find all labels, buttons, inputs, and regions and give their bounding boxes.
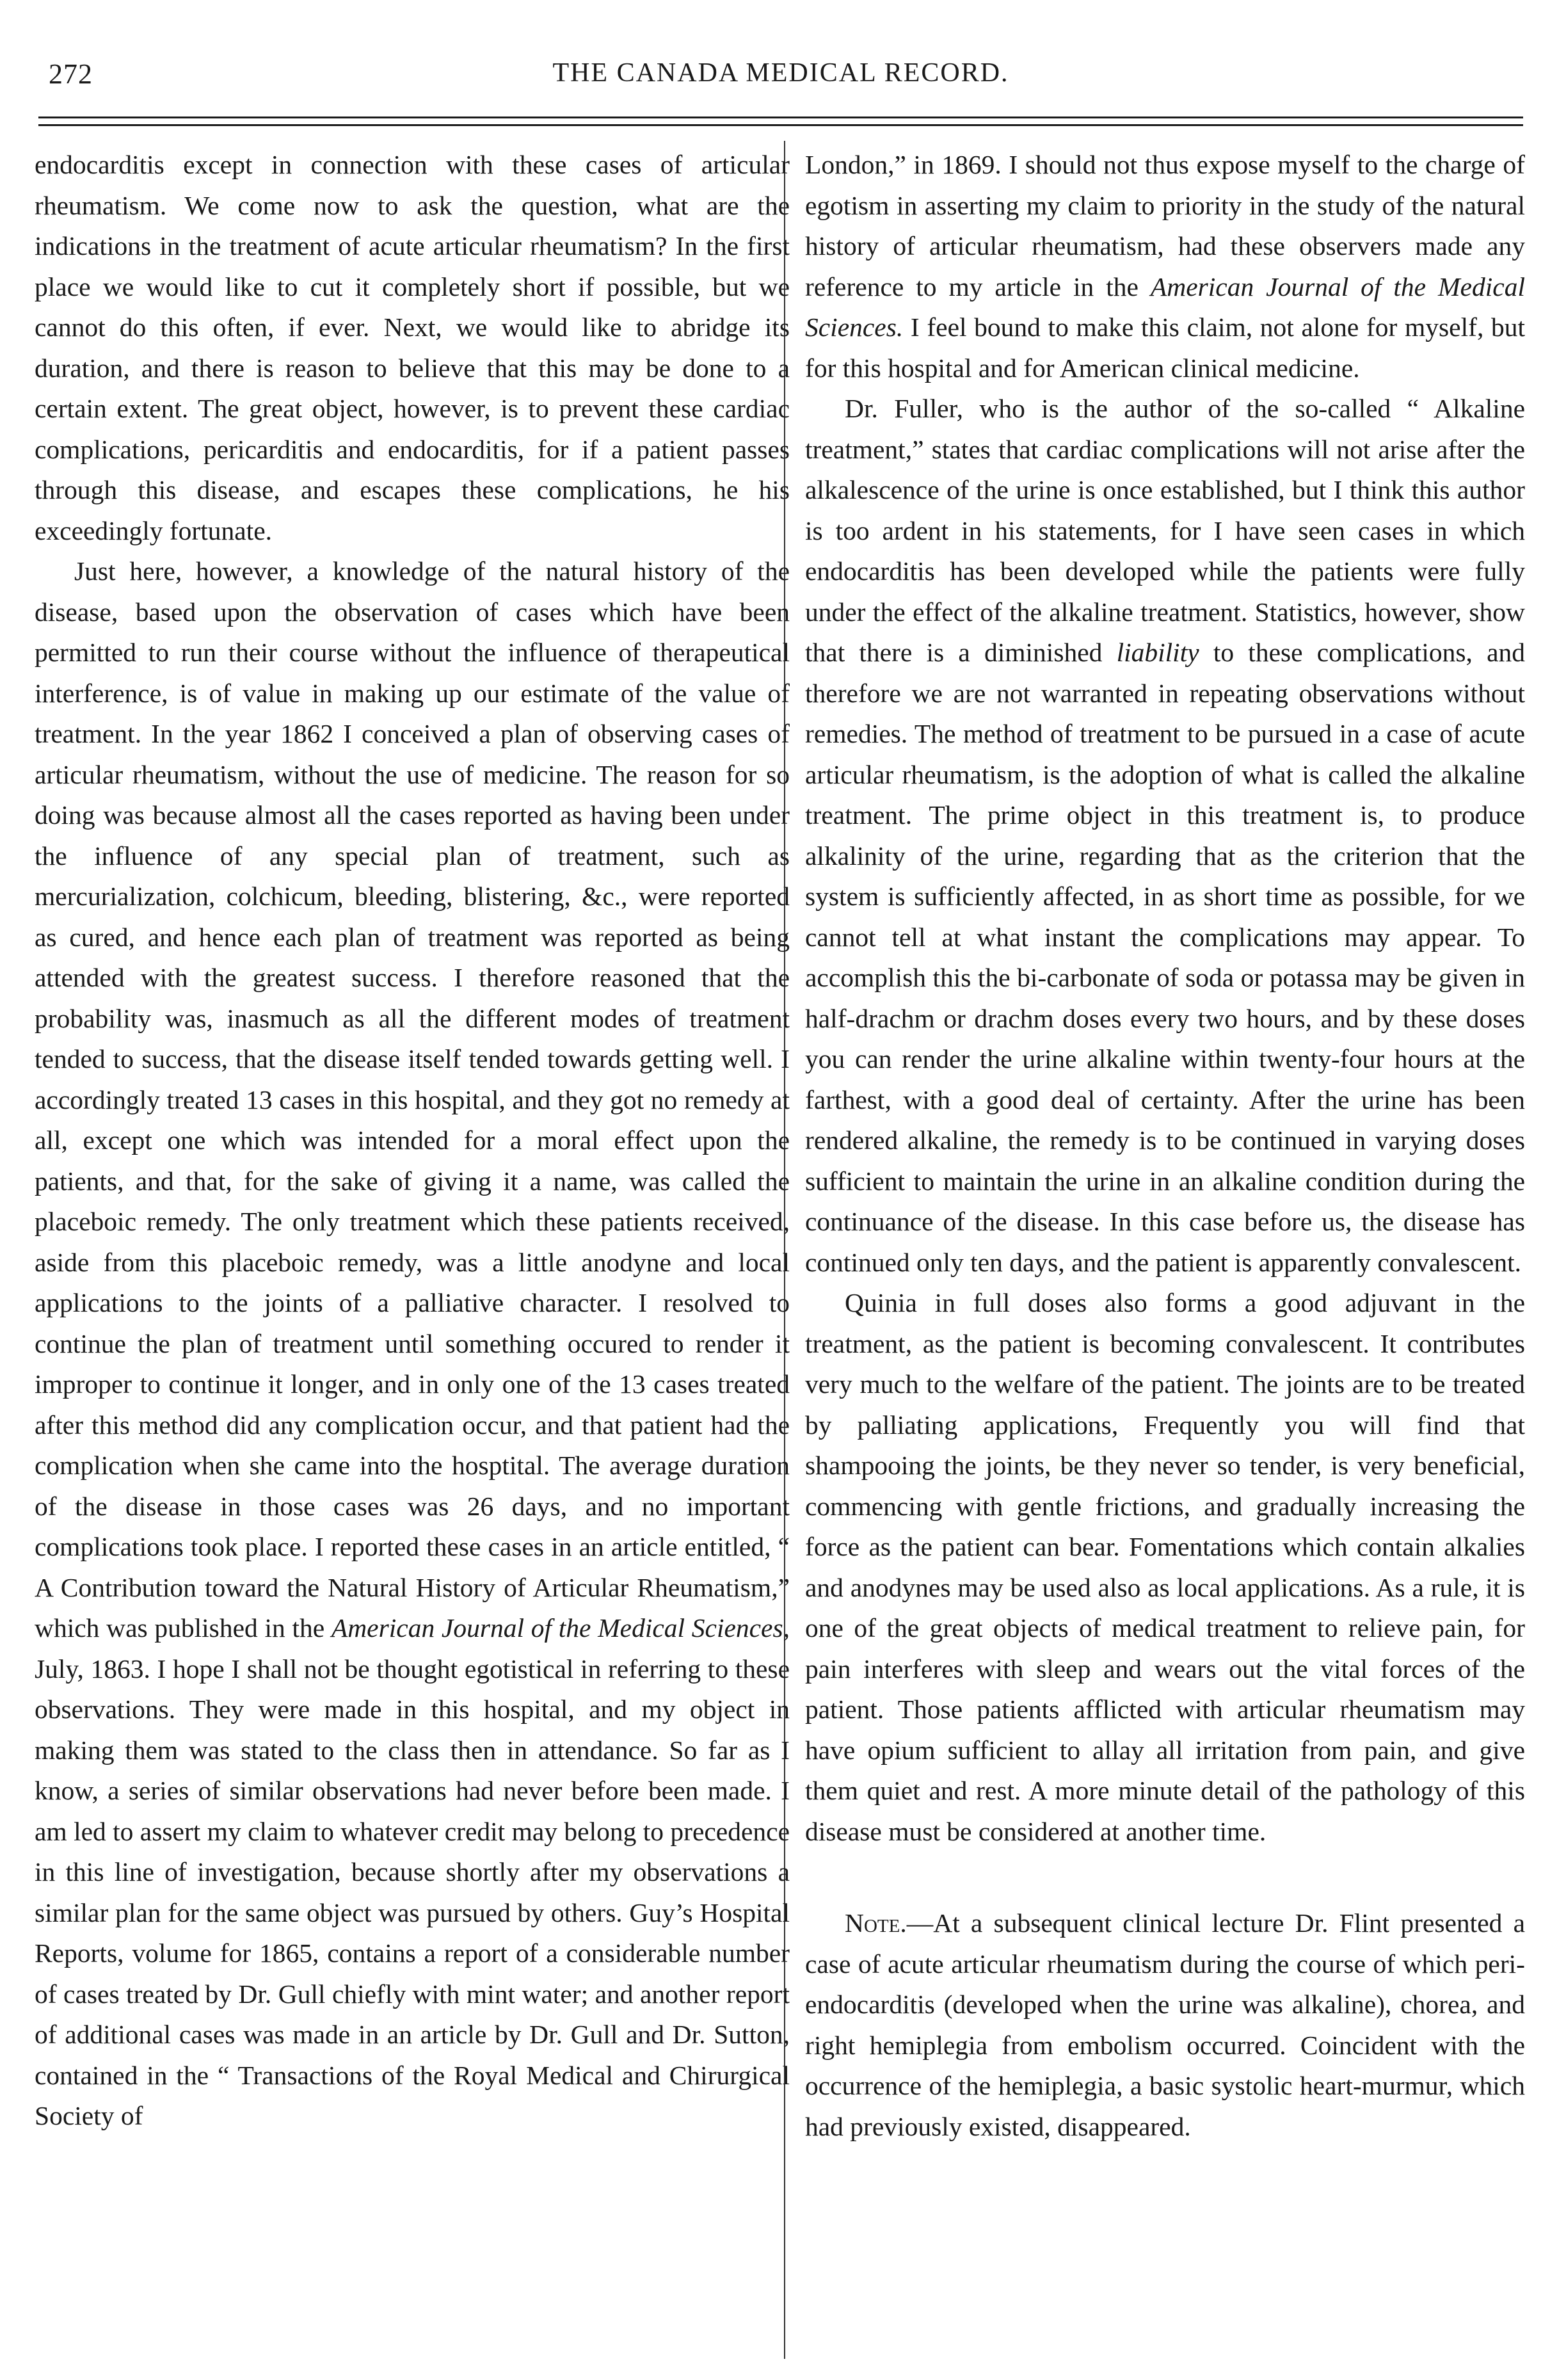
header-rule-top — [38, 117, 1523, 118]
paragraph-text: endocarditis except in connection with these cases of articular rheumatism. We come now to ask the question, what are the indications in the treatment of acute articular rheumatism? In the first place we would like to cut it completely short if possible, but we cannot do this often, if ever. Next, we would like to abridge its duration, and there is reason to believe that this may be done to a certain extent. The great object, however, is to prevent these cardiac complications, pericarditis and endocarditis, for if a patient passes through this disease, and escapes these complications, he his exceedingly fortunate. — [35, 150, 790, 545]
paragraph-text: to these complications, and therefore we are not warranted in repeating observations without remedies. The method of treatment to be pursued in a case of acute articular rheumatism, is the adoption of what is called the alkaline treatment. The prime object in this treatment is, to produce alkalinity of the urine, regarding that as the criterion that the system is sufficiently affected, in as short time as possible, for we cannot tell at what instant the complications may appear. To accomplish this the bi-carbonate of soda or potassa may be given in half-drachm or drachm doses every two hours, and by these doses you can render the urine alkaline within twenty-four hours at the farthest, with a good deal of certainty. After the urine has been rendered alkaline, the remedy is to be continued in varying doses sufficient to maintain the urine in an alkaline condition during the continuance of the disease. In this case before us, the disease has continued only ten days, and the patient is apparently convalescent. — [805, 638, 1526, 1277]
left-column — [35, 145, 790, 2137]
note-text: —At a subsequent clinical lecture Dr. Flint presented a case of acute articular rheumatism during the course of which peri-endocarditis (developed when the urine was alkaline), chorea, and right hemiplegia from embolism occurred. Coincident with the occurrence of the hemiplegia, a basic systolic heart-murmur, which had previously existed, disappeared. — [805, 1908, 1525, 2141]
note-paragraph — [805, 1903, 1525, 2147]
note-label: Note. — [845, 1908, 907, 1938]
right-column — [805, 145, 1525, 2147]
header-rule-bottom — [38, 124, 1523, 126]
paragraph — [805, 389, 1525, 1283]
paragraph-text: I feel bound to make this claim, not alone for myself, but for this hospital and for American clinical medicine. — [805, 312, 1525, 383]
journal-title: THE CANADA MEDICAL RECORD. — [552, 58, 1009, 88]
page-number: 272 — [49, 58, 93, 90]
paragraph — [35, 145, 790, 551]
italic-word: liability — [1116, 638, 1199, 667]
paragraph — [805, 1283, 1525, 1852]
paragraph-text: Quinia in full doses also forms a good adjuvant in the treatment, as the patient is becoming convalescent. It contributes very much to the welfare of the patient. The joints are to be treated by palliating applications, Frequently you will find that shampooing the joints, be they never so tender, is very beneficial, commencing with gentle frictions, and gradually increasing the force as the patient can bear. Fomentations which contain alkalies and anodynes may be used also as local applications. As a rule, it is one of the great objects of medical treatment to relieve pain, for pain interferes with sleep and wears out the vital forces of the patient. Those patients afflicted with articular rheumatism may have opium sufficient to allay all irritation from pain, and give them quiet and rest. A more minute detail of the pathology of this disease must be considered at another time. — [805, 1288, 1525, 1846]
paragraph-text: Just here, however, a knowledge of the natural history of the disease, based upon the observation of cases which have been permitted to run their course without the influence of therapeutical interference, is of value in making up our estimate of the value of treatment. In the year 1862 I conceived a plan of observing cases of articular rheumatism, without the use of medicine. The reason for so doing was because almost all the cases reported as having been under the influence of any special plan of treatment, such as mercurialization, colchicum, bleeding, blistering, &c., were reported as cured, and hence each plan of treatment was reported as being attended with the greatest success. I therefore reasoned that the probability was, inasmuch as all the different modes of treatment tended to success, that the disease itself tended towards getting well. I accordingly treated 13 cases in this hospital, and they got no remedy at all, except one which was intended for a moral effect upon the patients, and that, for the sake of giving it a name, was called the placeboic remedy. The only treatment which these patients received, aside from this placeboic remedy, was a little anodyne and local applications to the joints of a palliative character. I resolved to continue the plan of treatment until something occured to render it improper to continue it longer, and in only one of the 13 cases treated after this method did any complication occur, and that patient had the complication when she came into the hosptital. The average duration of the disease in those cases was 26 days, and no important complications took place. I reported these cases in an article entitled, “ A Contribution toward the Natural History of Articular Rheumatism,” which was published in the — [35, 556, 790, 1643]
paragraph-text: Dr. Fuller, who is the author of the so-called “ Alkaline treatment,” states that cardiac complications will not arise after the alkalescence of the urine is once established, but I think this author is too ardent in his statements, for I have seen cases in which endocarditis has been developed while the patients were fully under the effect of the alkaline treatment. Statistics, however, show that there is a diminished — [805, 394, 1525, 667]
page-header — [38, 58, 1523, 96]
paragraph — [805, 145, 1525, 389]
journal-name: American Journal of the Medical Sciences. — [805, 271, 1525, 342]
paragraph-text: London,” in 1869. I should not thus expose myself to the charge of egotism in asserting my claim to priority in the study of the natural history of articular rheumatism, had these observers made any reference to my article in the — [805, 150, 1525, 302]
paragraph-text: July, 1863. I hope I shall not be thought egotistical in referring to these observations. They were made in this hospital, and my object in making them was stated to the class then in attendance. So far as I know, a series of similar observations had never before been made. I am led to assert my claim to whatever credit may belong to precedence in this line of investigation, because shortly after my observations a similar plan for the same object was pursued by others. Guy’s Hospital Reports, volume for 1865, contains a report of a considerable number of cases treated by Dr. Gull chiefly with mint water; and another report of additional cases was made in an article by Dr. Gull and Dr. Sutton, contained in the “ Transactions of the Royal Medical and Chirurgical Society of — [35, 1653, 790, 2130]
journal-name: American Journal of the Medical Sciences, — [331, 1613, 790, 1643]
paragraph — [35, 551, 790, 2137]
